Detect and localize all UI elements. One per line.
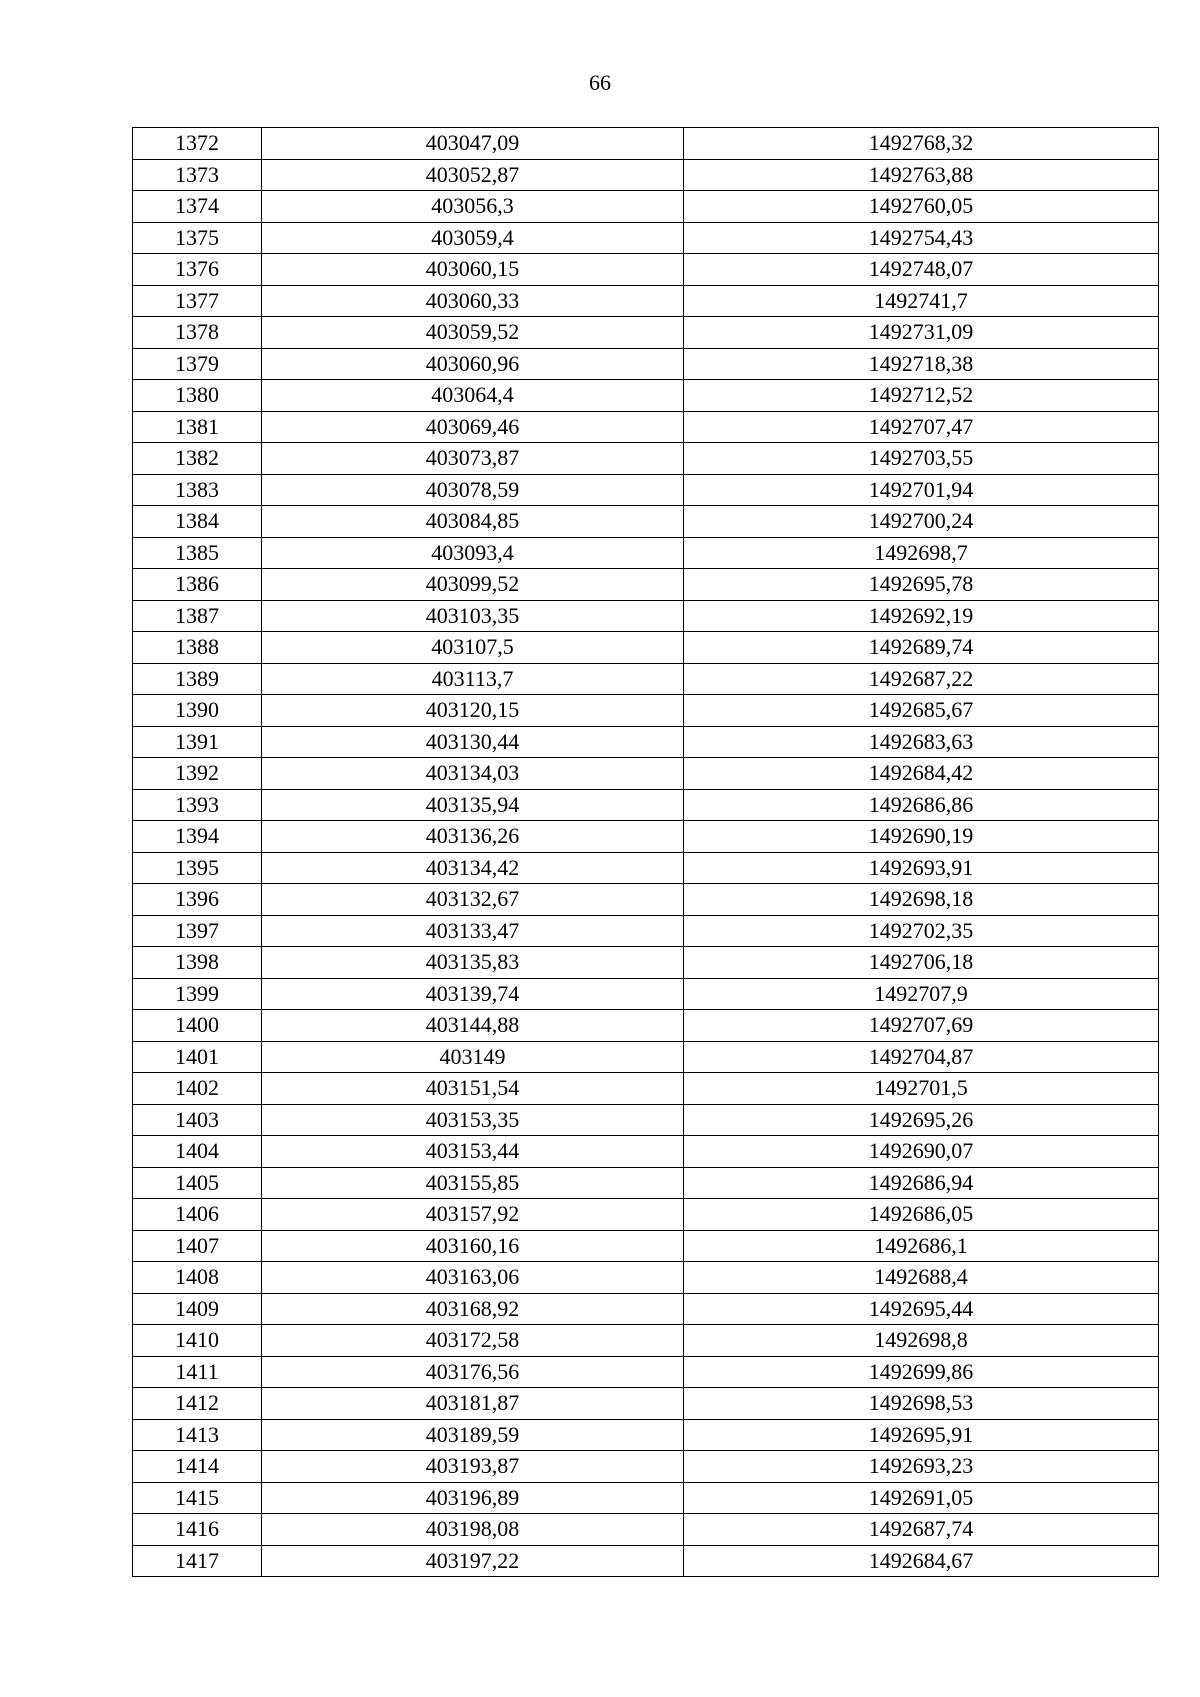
y-coordinate-cell: 1492698,8 bbox=[684, 1325, 1159, 1357]
point-number-cell: 1397 bbox=[133, 915, 262, 947]
point-number-cell: 1376 bbox=[133, 254, 262, 286]
x-coordinate-cell: 403103,35 bbox=[262, 600, 684, 632]
x-coordinate-cell: 403163,06 bbox=[262, 1262, 684, 1294]
point-number-cell: 1394 bbox=[133, 821, 262, 853]
table-row bbox=[133, 1545, 1159, 1577]
table-row bbox=[133, 1136, 1159, 1168]
x-coordinate-cell: 403151,54 bbox=[262, 1073, 684, 1105]
y-coordinate-cell: 1492718,38 bbox=[684, 348, 1159, 380]
table-row bbox=[133, 1041, 1159, 1073]
x-coordinate-cell: 403047,09 bbox=[262, 128, 684, 160]
y-coordinate-cell: 1492686,94 bbox=[684, 1167, 1159, 1199]
y-coordinate-cell: 1492698,53 bbox=[684, 1388, 1159, 1420]
x-coordinate-cell: 403093,4 bbox=[262, 537, 684, 569]
y-coordinate-cell: 1492686,86 bbox=[684, 789, 1159, 821]
x-coordinate-cell: 403153,44 bbox=[262, 1136, 684, 1168]
y-coordinate-cell: 1492700,24 bbox=[684, 506, 1159, 538]
table-row bbox=[133, 758, 1159, 790]
y-coordinate-cell: 1492760,05 bbox=[684, 191, 1159, 223]
point-number-cell: 1374 bbox=[133, 191, 262, 223]
table-row bbox=[133, 1199, 1159, 1231]
point-number-cell: 1409 bbox=[133, 1293, 262, 1325]
table-row bbox=[133, 1073, 1159, 1105]
y-coordinate-cell: 1492707,69 bbox=[684, 1010, 1159, 1042]
point-number-cell: 1383 bbox=[133, 474, 262, 506]
coordinates-table-body bbox=[133, 128, 1159, 1577]
y-coordinate-cell: 1492689,74 bbox=[684, 632, 1159, 664]
point-number-cell: 1385 bbox=[133, 537, 262, 569]
point-number-cell: 1381 bbox=[133, 411, 262, 443]
point-number-cell: 1388 bbox=[133, 632, 262, 664]
point-number-cell: 1413 bbox=[133, 1419, 262, 1451]
x-coordinate-cell: 403132,67 bbox=[262, 884, 684, 916]
y-coordinate-cell: 1492691,05 bbox=[684, 1482, 1159, 1514]
y-coordinate-cell: 1492690,07 bbox=[684, 1136, 1159, 1168]
point-number-cell: 1406 bbox=[133, 1199, 262, 1231]
table-row bbox=[133, 695, 1159, 727]
table-row bbox=[133, 411, 1159, 443]
table-row bbox=[133, 537, 1159, 569]
x-coordinate-cell: 403073,87 bbox=[262, 443, 684, 475]
x-coordinate-cell: 403153,35 bbox=[262, 1104, 684, 1136]
x-coordinate-cell: 403056,3 bbox=[262, 191, 684, 223]
x-coordinate-cell: 403107,5 bbox=[262, 632, 684, 664]
point-number-cell: 1391 bbox=[133, 726, 262, 758]
y-coordinate-cell: 1492698,7 bbox=[684, 537, 1159, 569]
y-coordinate-cell: 1492686,1 bbox=[684, 1230, 1159, 1262]
x-coordinate-cell: 403069,46 bbox=[262, 411, 684, 443]
y-coordinate-cell: 1492684,42 bbox=[684, 758, 1159, 790]
x-coordinate-cell: 403136,26 bbox=[262, 821, 684, 853]
x-coordinate-cell: 403133,47 bbox=[262, 915, 684, 947]
point-number-cell: 1393 bbox=[133, 789, 262, 821]
table-row bbox=[133, 159, 1159, 191]
x-coordinate-cell: 403134,42 bbox=[262, 852, 684, 884]
point-number-cell: 1387 bbox=[133, 600, 262, 632]
y-coordinate-cell: 1492687,22 bbox=[684, 663, 1159, 695]
y-coordinate-cell: 1492695,78 bbox=[684, 569, 1159, 601]
x-coordinate-cell: 403181,87 bbox=[262, 1388, 684, 1420]
x-coordinate-cell: 403060,96 bbox=[262, 348, 684, 380]
point-number-cell: 1410 bbox=[133, 1325, 262, 1357]
x-coordinate-cell: 403078,59 bbox=[262, 474, 684, 506]
y-coordinate-cell: 1492695,44 bbox=[684, 1293, 1159, 1325]
point-number-cell: 1395 bbox=[133, 852, 262, 884]
table-row bbox=[133, 947, 1159, 979]
x-coordinate-cell: 403130,44 bbox=[262, 726, 684, 758]
x-coordinate-cell: 403113,7 bbox=[262, 663, 684, 695]
point-number-cell: 1378 bbox=[133, 317, 262, 349]
y-coordinate-cell: 1492706,18 bbox=[684, 947, 1159, 979]
y-coordinate-cell: 1492702,35 bbox=[684, 915, 1159, 947]
table-row bbox=[133, 128, 1159, 160]
y-coordinate-cell: 1492692,19 bbox=[684, 600, 1159, 632]
x-coordinate-cell: 403155,85 bbox=[262, 1167, 684, 1199]
y-coordinate-cell: 1492704,87 bbox=[684, 1041, 1159, 1073]
x-coordinate-cell: 403134,03 bbox=[262, 758, 684, 790]
table-row bbox=[133, 222, 1159, 254]
point-number-cell: 1375 bbox=[133, 222, 262, 254]
y-coordinate-cell: 1492687,74 bbox=[684, 1514, 1159, 1546]
table-row bbox=[133, 348, 1159, 380]
y-coordinate-cell: 1492701,94 bbox=[684, 474, 1159, 506]
table-row bbox=[133, 506, 1159, 538]
table-row bbox=[133, 1167, 1159, 1199]
coordinates-table bbox=[132, 127, 1159, 1577]
x-coordinate-cell: 403064,4 bbox=[262, 380, 684, 412]
x-coordinate-cell: 403120,15 bbox=[262, 695, 684, 727]
x-coordinate-cell: 403193,87 bbox=[262, 1451, 684, 1483]
x-coordinate-cell: 403144,88 bbox=[262, 1010, 684, 1042]
y-coordinate-cell: 1492685,67 bbox=[684, 695, 1159, 727]
point-number-cell: 1408 bbox=[133, 1262, 262, 1294]
point-number-cell: 1411 bbox=[133, 1356, 262, 1388]
y-coordinate-cell: 1492684,67 bbox=[684, 1545, 1159, 1577]
point-number-cell: 1389 bbox=[133, 663, 262, 695]
x-coordinate-cell: 403168,92 bbox=[262, 1293, 684, 1325]
table-row bbox=[133, 852, 1159, 884]
point-number-cell: 1407 bbox=[133, 1230, 262, 1262]
table-row bbox=[133, 254, 1159, 286]
x-coordinate-cell: 403135,83 bbox=[262, 947, 684, 979]
table-row bbox=[133, 191, 1159, 223]
y-coordinate-cell: 1492686,05 bbox=[684, 1199, 1159, 1231]
x-coordinate-cell: 403135,94 bbox=[262, 789, 684, 821]
point-number-cell: 1399 bbox=[133, 978, 262, 1010]
point-number-cell: 1372 bbox=[133, 128, 262, 160]
y-coordinate-cell: 1492701,5 bbox=[684, 1073, 1159, 1105]
x-coordinate-cell: 403060,15 bbox=[262, 254, 684, 286]
y-coordinate-cell: 1492695,26 bbox=[684, 1104, 1159, 1136]
x-coordinate-cell: 403198,08 bbox=[262, 1514, 684, 1546]
table-row bbox=[133, 1514, 1159, 1546]
y-coordinate-cell: 1492688,4 bbox=[684, 1262, 1159, 1294]
y-coordinate-cell: 1492768,32 bbox=[684, 128, 1159, 160]
point-number-cell: 1380 bbox=[133, 380, 262, 412]
table-row bbox=[133, 1419, 1159, 1451]
y-coordinate-cell: 1492731,09 bbox=[684, 317, 1159, 349]
x-coordinate-cell: 403059,52 bbox=[262, 317, 684, 349]
point-number-cell: 1416 bbox=[133, 1514, 262, 1546]
y-coordinate-cell: 1492693,23 bbox=[684, 1451, 1159, 1483]
point-number-cell: 1398 bbox=[133, 947, 262, 979]
table-row bbox=[133, 726, 1159, 758]
table-row bbox=[133, 380, 1159, 412]
table-row bbox=[133, 884, 1159, 916]
x-coordinate-cell: 403099,52 bbox=[262, 569, 684, 601]
point-number-cell: 1417 bbox=[133, 1545, 262, 1577]
x-coordinate-cell: 403149 bbox=[262, 1041, 684, 1073]
y-coordinate-cell: 1492703,55 bbox=[684, 443, 1159, 475]
page-number: 66 bbox=[589, 70, 611, 95]
table-row bbox=[133, 1293, 1159, 1325]
point-number-cell: 1377 bbox=[133, 285, 262, 317]
y-coordinate-cell: 1492693,91 bbox=[684, 852, 1159, 884]
table-row bbox=[133, 285, 1159, 317]
table-row bbox=[133, 600, 1159, 632]
table-row bbox=[133, 1482, 1159, 1514]
table-row bbox=[133, 1356, 1159, 1388]
y-coordinate-cell: 1492707,47 bbox=[684, 411, 1159, 443]
table-row bbox=[133, 1262, 1159, 1294]
table-row bbox=[133, 317, 1159, 349]
table-row bbox=[133, 915, 1159, 947]
table-row bbox=[133, 1104, 1159, 1136]
point-number-cell: 1401 bbox=[133, 1041, 262, 1073]
x-coordinate-cell: 403157,92 bbox=[262, 1199, 684, 1231]
point-number-cell: 1384 bbox=[133, 506, 262, 538]
point-number-cell: 1390 bbox=[133, 695, 262, 727]
point-number-cell: 1382 bbox=[133, 443, 262, 475]
point-number-cell: 1392 bbox=[133, 758, 262, 790]
point-number-cell: 1373 bbox=[133, 159, 262, 191]
point-number-cell: 1405 bbox=[133, 1167, 262, 1199]
table-row bbox=[133, 474, 1159, 506]
y-coordinate-cell: 1492695,91 bbox=[684, 1419, 1159, 1451]
point-number-cell: 1402 bbox=[133, 1073, 262, 1105]
point-number-cell: 1404 bbox=[133, 1136, 262, 1168]
table-row bbox=[133, 1388, 1159, 1420]
point-number-cell: 1412 bbox=[133, 1388, 262, 1420]
y-coordinate-cell: 1492741,7 bbox=[684, 285, 1159, 317]
y-coordinate-cell: 1492754,43 bbox=[684, 222, 1159, 254]
table-row bbox=[133, 1230, 1159, 1262]
y-coordinate-cell: 1492712,52 bbox=[684, 380, 1159, 412]
table-row bbox=[133, 663, 1159, 695]
x-coordinate-cell: 403189,59 bbox=[262, 1419, 684, 1451]
y-coordinate-cell: 1492690,19 bbox=[684, 821, 1159, 853]
table-row bbox=[133, 789, 1159, 821]
x-coordinate-cell: 403160,16 bbox=[262, 1230, 684, 1262]
y-coordinate-cell: 1492683,63 bbox=[684, 726, 1159, 758]
y-coordinate-cell: 1492707,9 bbox=[684, 978, 1159, 1010]
y-coordinate-cell: 1492763,88 bbox=[684, 159, 1159, 191]
x-coordinate-cell: 403172,58 bbox=[262, 1325, 684, 1357]
table-row bbox=[133, 443, 1159, 475]
y-coordinate-cell: 1492698,18 bbox=[684, 884, 1159, 916]
table-row bbox=[133, 821, 1159, 853]
x-coordinate-cell: 403196,89 bbox=[262, 1482, 684, 1514]
x-coordinate-cell: 403060,33 bbox=[262, 285, 684, 317]
table-row bbox=[133, 978, 1159, 1010]
x-coordinate-cell: 403059,4 bbox=[262, 222, 684, 254]
x-coordinate-cell: 403084,85 bbox=[262, 506, 684, 538]
x-coordinate-cell: 403176,56 bbox=[262, 1356, 684, 1388]
table-row bbox=[133, 1325, 1159, 1357]
point-number-cell: 1400 bbox=[133, 1010, 262, 1042]
x-coordinate-cell: 403139,74 bbox=[262, 978, 684, 1010]
table-row bbox=[133, 569, 1159, 601]
point-number-cell: 1403 bbox=[133, 1104, 262, 1136]
point-number-cell: 1415 bbox=[133, 1482, 262, 1514]
table-row bbox=[133, 1451, 1159, 1483]
y-coordinate-cell: 1492699,86 bbox=[684, 1356, 1159, 1388]
point-number-cell: 1414 bbox=[133, 1451, 262, 1483]
x-coordinate-cell: 403052,87 bbox=[262, 159, 684, 191]
point-number-cell: 1396 bbox=[133, 884, 262, 916]
point-number-cell: 1386 bbox=[133, 569, 262, 601]
x-coordinate-cell: 403197,22 bbox=[262, 1545, 684, 1577]
y-coordinate-cell: 1492748,07 bbox=[684, 254, 1159, 286]
table-row bbox=[133, 1010, 1159, 1042]
table-row bbox=[133, 632, 1159, 664]
point-number-cell: 1379 bbox=[133, 348, 262, 380]
